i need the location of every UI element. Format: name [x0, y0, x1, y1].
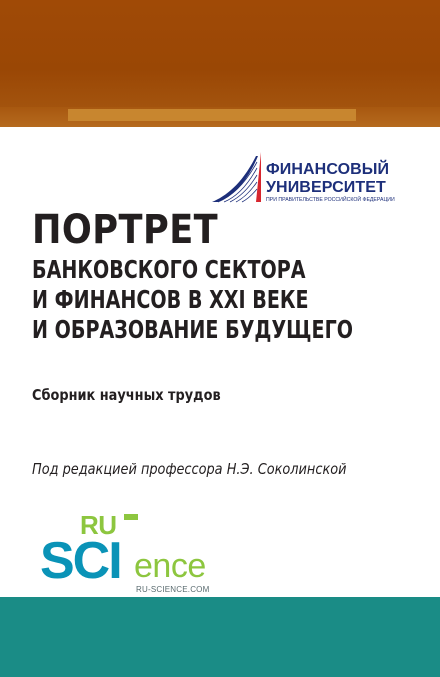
bottom-color-band — [0, 597, 440, 677]
publisher-logo-ence: ence — [134, 547, 206, 585]
publisher-logo-sci: SCI — [40, 532, 121, 590]
logo-text-line2: УНИВЕРСИТЕТ — [266, 179, 386, 196]
publisher-url: RU-SCIENCE.COM — [136, 585, 210, 594]
publisher-logo-bar — [124, 514, 138, 520]
book-title-line2: БАНКОВСКОГО СЕКТОРА — [32, 255, 306, 284]
book-editor: Под редакцией профессора Н.Э. Соколинской — [32, 460, 347, 478]
book-title-main: ПОРТРЕТ — [32, 207, 219, 253]
book-title-line3: И ФИНАНСОВ В XXI ВЕКЕ — [32, 285, 309, 314]
publisher-logo-ru: RU — [80, 510, 117, 540]
university-emblem-icon — [212, 150, 264, 204]
publisher-logo — [40, 512, 230, 602]
book-title-line4: И ОБРАЗОВАНИЕ БУДУЩЕГО — [32, 315, 353, 344]
logo-text-line1: ФИНАНСОВЫЙ — [266, 161, 390, 178]
book-subtitle: Сборник научных трудов — [32, 386, 221, 404]
financial-university-logo — [212, 150, 395, 210]
logo-text-line3: ПРИ ПРАВИТЕЛЬСТВЕ РОССИЙСКОЙ ФЕДЕРАЦИИ — [266, 197, 395, 203]
top-accent-stripe — [68, 109, 356, 121]
